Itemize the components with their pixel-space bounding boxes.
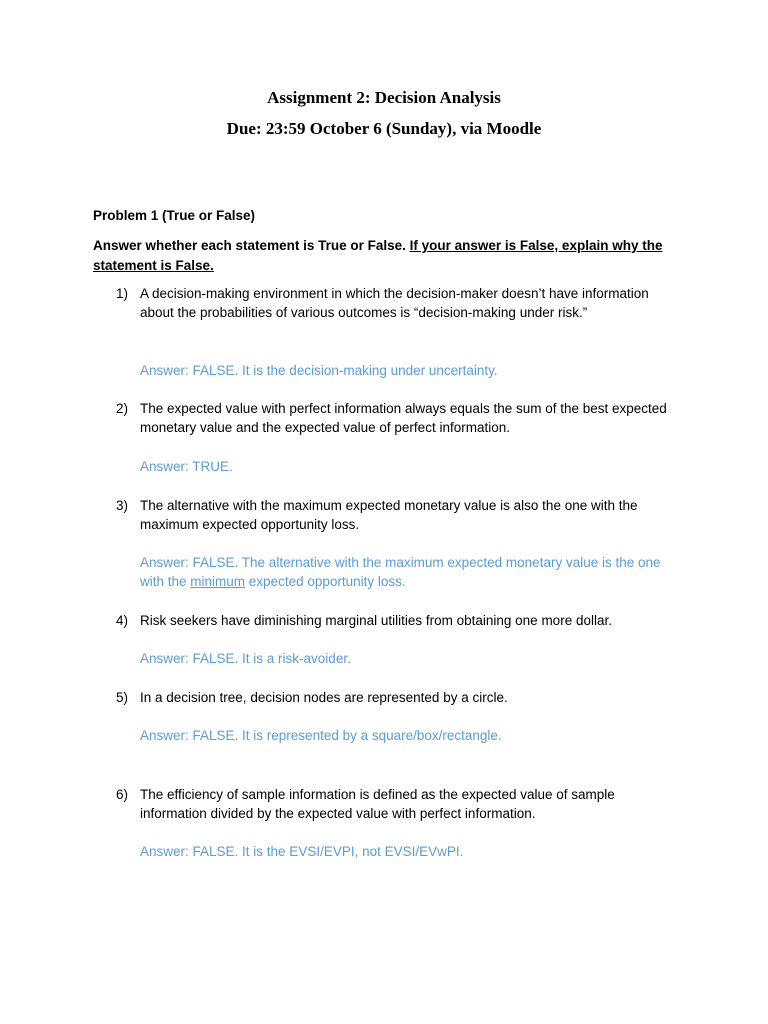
item-answer: Answer: TRUE.: [140, 459, 233, 474]
item-statement: A decision-making environment in which the decision-maker doesn’t have information about the probabilities of various outcomes is “decision-making under risk.”: [140, 286, 649, 321]
list-item: [116, 496, 676, 534]
answer-text: Answer: FALSE. The alternative with the maximum expected monetary value is the one with the: [140, 555, 661, 590]
due-date-line: Due: 23:59 October 6 (Sunday), via Moodle: [226, 119, 542, 138]
instructions-underlined-text: If your answer is False, explain why the statement is False.: [93, 238, 663, 273]
instructions: [93, 236, 683, 275]
list-item: [116, 785, 676, 823]
item-statement: The alternative with the maximum expected monetary value is also the one with the maximum expected opportunity loss.: [140, 498, 638, 533]
item-answer: Answer: FALSE. It is a risk-avoider.: [140, 651, 351, 666]
instructions-text: Answer whether each statement is True or False.: [93, 238, 410, 253]
list-item: [116, 399, 676, 437]
item-number: 1): [116, 286, 129, 301]
list-item: [116, 611, 676, 630]
item-statement: The expected value with perfect information always equals the sum of the best expected monetary value and the expected value of perfect information.: [140, 401, 667, 436]
item-answer: Answer: FALSE. It is represented by a square/box/rectangle.: [140, 728, 502, 743]
item-answer: Answer: FALSE. It is the decision-making under uncertainty.: [140, 363, 498, 378]
item-answer: [140, 553, 680, 591]
item-statement: The efficiency of sample information is defined as the expected value of sample information divided by the expected value with perfect information.: [140, 787, 615, 822]
item-number: 3): [116, 498, 129, 513]
document-title: Assignment 2: Decision Analysis: [267, 88, 501, 107]
item-number: 2): [116, 401, 129, 416]
list-item: [116, 284, 676, 322]
item-answer: Answer: FALSE. It is the EVSI/EVPI, not EVSI/EVwPI.: [140, 844, 464, 859]
item-statement: In a decision tree, decision nodes are represented by a circle.: [140, 690, 508, 705]
item-number: 4): [116, 613, 129, 628]
list-item: [116, 688, 676, 707]
answer-underlined-text: minimum: [190, 574, 246, 590]
problem-heading: Problem 1 (True or False): [93, 208, 256, 223]
answer-text: expected opportunity loss.: [245, 574, 406, 590]
item-number: 6): [116, 787, 129, 802]
item-statement: Risk seekers have diminishing marginal utilities from obtaining one more dollar.: [140, 613, 612, 628]
item-number: 5): [116, 690, 129, 705]
